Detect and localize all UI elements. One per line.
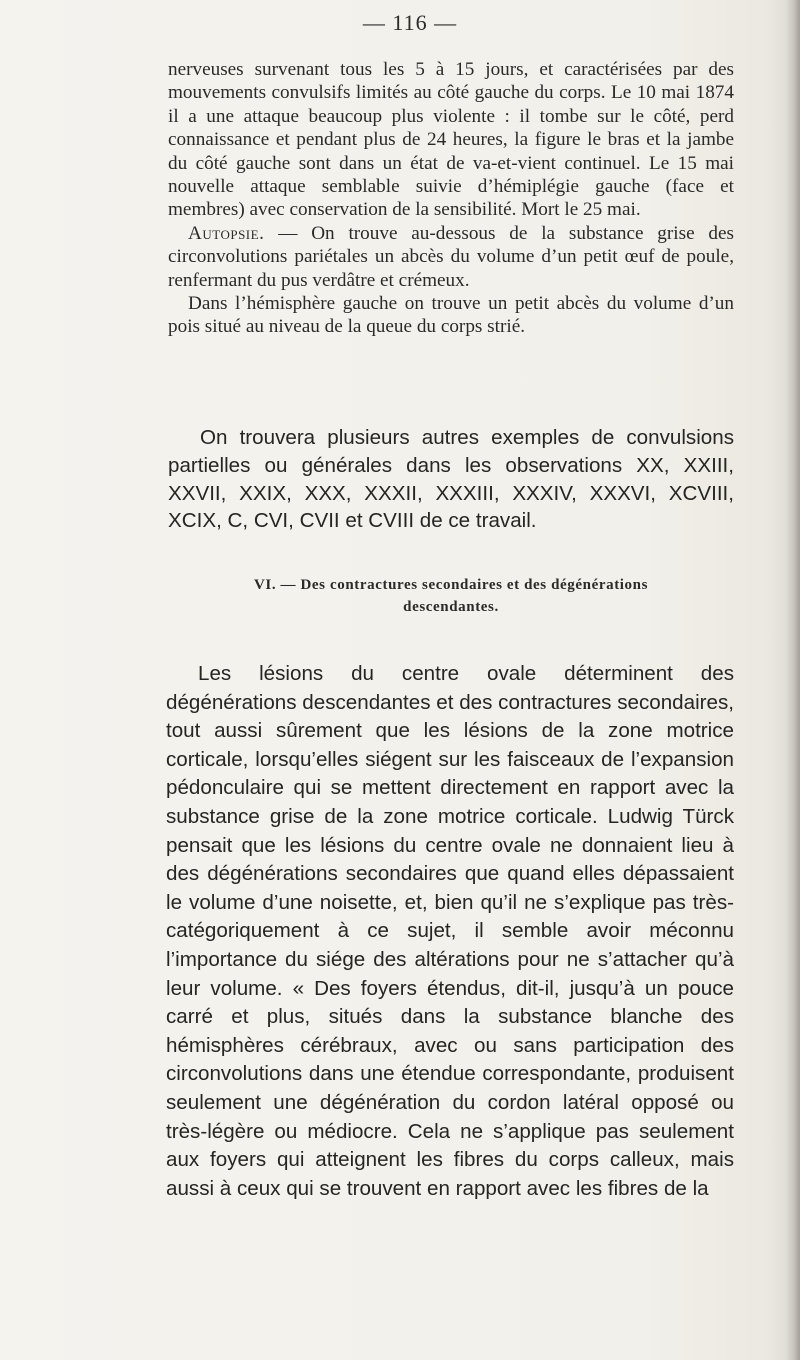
- lesions-paragraph: Les lésions du centre ovale déterminent des dégénérations descendantes et des contractures secondaires, tout aussi sûrement que les lésions de la zone motrice corticale, lorsqu’elles siégent sur les faisceaux de l’expansion pédonculaire qui se mettent directement en rapport avec la substance grise de la zone motrice corticale. Ludwig Türck pensait que les lésions du centre ovale ne donnaient lieu à des dégénérations secondaires que quand elles dépassaient le volume d’une noisette, et, bien qu’il ne s’explique pas très-catégoriquement à ce sujet, il semble avoir méconnu l’importance du siége des altérations pour ne s’attacher qu’à leur volume. « Des foyers étendus, dit-il, jusqu’à un pouce carré et plus, situés dans la substance blanche des hémisphères cérébraux, avec ou sans participation des circonvolutions dans une étendue correspondante, produisent seulement une dégénération du cordon latéral opposé ou très-légère ou médiocre. Cela ne s’applique pas seulement aux foyers qui atteignent les fibres du corps calleux, mais aussi à ceux qui se trouvent en rapport avec les fibres de la: [166, 662, 734, 1200]
- section-heading: [168, 574, 734, 618]
- autopsy-text: — On trouve au-dessous de la substance grise des circonvolutions pariétales un abcès du volume d’un petit œuf de poule, renfermant du pus verdâtre et crémeux.: [168, 222, 734, 291]
- convulsions-paragraph: On trouvera plusieurs autres exemples de convulsions partielles ou générales dans les observations XX, XXIII, XXVII, XXIX, XXX, XXXII, XXXIII, XXXIV, XXXVI, XCVIII, XCIX, C, CVI, CVII et CVIII de ce travail.: [168, 426, 734, 533]
- section-heading-line-2: descendantes.: [403, 599, 499, 615]
- page-number: — 116 —: [362, 10, 458, 35]
- page-edge-shadow: [786, 0, 800, 1360]
- case-paragraph: nerveuses survenant tous les 5 à 15 jours, et caractérisées par des mouvements convulsifs limités au côté gauche du corps. Le 10 mai 1874 il a une attaque beaucoup plus violente : il tombe sur le côté, perd connaissance et pendant plus de 24 heures, la figure le bras et la jambe du côté gauche sont dans un état de va-et-vient continuel. Le 15 mai nouvelle attaque semblable suivie d’hémiplégie gauche (face et membres) avec conservation de la sensibilité. Mort le 25 mai.: [168, 59, 734, 221]
- autopsy-label: Autopsie.: [188, 222, 265, 244]
- case-notes-block: [168, 58, 734, 339]
- autopsy-paragraph: [168, 222, 734, 292]
- hemisphere-paragraph: Dans l’hémisphère gauche on trouve un petit abcès du volume d’un pois situé au niveau de la queue du corps strié.: [168, 293, 734, 338]
- section-heading-line-1: VI. — Des contractures secondaires et des dégénérations: [253, 577, 649, 593]
